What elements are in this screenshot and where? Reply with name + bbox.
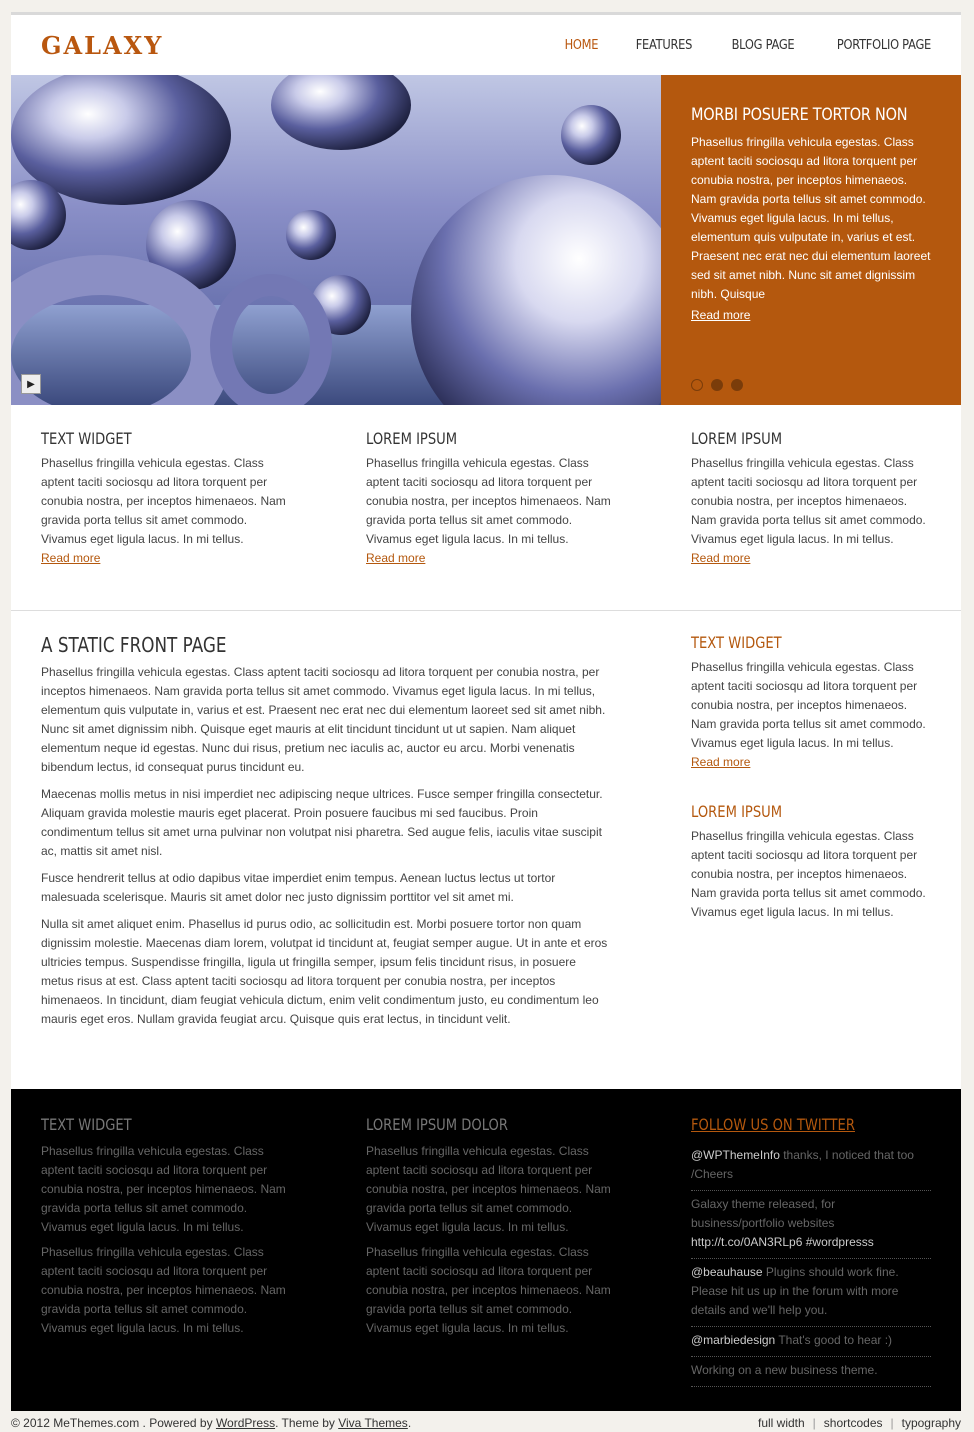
paragraph: Phasellus fringilla vehicula egestas. Class aptent taciti sociosqu ad litora torquent per conubia nostra, per inceptos himenaeos. Nam gravida porta tellus sit amet commodo. Vivamus eget ligula lacus. In mi tellus, elementum quis vulputate in, varius et est. Praesent nec erat nec dui elementum laoreet sed sit amet nibh. Nunc sit amet dignissim nibh. Quisque eget mauris at elit tincidunt tincidunt ut ut sapien. Nam aliquet elementum neque id egestas. Nunc dui risus, pretium nec iaculis ac, auctor eu arcu. Morbi venenatis bibendum lectus, id consequat purus tincidunt eu. xyxy=(41,665,606,774)
wordpress-link[interactable]: WordPress xyxy=(215,1416,276,1430)
widget-read-more[interactable]: Read more xyxy=(366,551,426,565)
page-title: A STATIC FRONT PAGE xyxy=(41,633,227,657)
slider-dot-2[interactable] xyxy=(711,379,723,391)
main-nav xyxy=(560,38,931,53)
tweet-link[interactable]: http://t.co/0AN3RLp6 #wordpresss xyxy=(691,1235,874,1249)
nav-blog-page[interactable]: BLOG PAGE xyxy=(731,38,794,53)
bottom-bar xyxy=(11,1414,961,1432)
slider-dot-1[interactable] xyxy=(691,379,703,391)
paragraph: Nulla sit amet aliquet enim. Phasellus id purus odio, ac sollicitudin est. Morbi posuere tortor non quam dignissim molestie. Maecenas diam lorem, volutpat id tincidunt at, feugiat semper augue. Ut in ante et eros ultricies tempus. Suspendisse fringilla, ligula ut fringilla semper, ipsum felis tincidunt risus, in posuere metus risus at est. Class aptent taciti sociosqu ad litora torquent per conubia nostra, per inceptos himenaeos. In tincidunt, diam feugiat vehicula dictum, enim velit condimentum justo, eu condimentum leo mauris eget eros. Nullam gravida feugiat arcu. Quisque quis erat lectus, in tincidunt velit. xyxy=(41,917,608,1026)
footer-col-1 xyxy=(41,1115,366,1411)
tweet xyxy=(691,1357,931,1387)
slide-caption xyxy=(661,75,961,405)
widget-text: Phasellus fringilla vehicula egestas. Class aptent taciti sociosqu ad litora torquent per conubia nostra, per inceptos himenaeos. Nam gravida porta tellus sit amet commodo. Vivamus eget ligula lacus. In mi tellus. xyxy=(691,456,926,546)
widget-3 xyxy=(691,429,931,610)
viva-themes-link[interactable]: Viva Themes xyxy=(338,1416,408,1430)
hero-slider xyxy=(11,75,961,405)
tweet-user[interactable]: @WPThemeInfo xyxy=(691,1148,780,1162)
sidebar xyxy=(691,633,931,1089)
footer-widget-title: LOREM IPSUM DOLOR xyxy=(366,1115,508,1134)
typography-link[interactable]: typography xyxy=(901,1416,961,1430)
tweet-user[interactable]: @marbiedesign xyxy=(691,1333,776,1347)
slide-read-more[interactable]: Read more xyxy=(691,308,751,322)
chrome-spheres-image xyxy=(11,75,661,405)
widget-text: Phasellus fringilla vehicula egestas. Class aptent taciti sociosqu ad litora torquent per conubia nostra, per inceptos himenaeos. Nam gravida porta tellus sit amet commodo. Vivamus eget ligula lacus. In mi tellus. xyxy=(366,456,611,546)
footer xyxy=(11,1089,961,1411)
widget-title: TEXT WIDGET xyxy=(41,429,132,448)
sidebar-read-more[interactable]: Read more xyxy=(691,755,751,769)
footer-text: Phasellus fringilla vehicula egestas. Class aptent taciti sociosqu ad litora torquent per conubia nostra, per inceptos himenaeos. Nam gravida porta tellus sit amet commodo. Vivamus eget ligula lacus. In mi tellus. xyxy=(366,1245,611,1335)
play-button[interactable]: ▶ xyxy=(21,374,41,394)
footer-col-2 xyxy=(366,1115,691,1411)
period: . xyxy=(407,1416,412,1430)
nav-portfolio-page[interactable]: PORTFOLIO PAGE xyxy=(836,38,931,53)
tweet-user[interactable]: @beauhause xyxy=(691,1265,763,1279)
copyright-text: © 2012 MeThemes.com . Powered by xyxy=(11,1416,216,1430)
widget-row xyxy=(11,405,961,611)
site-logo[interactable]: GALAXY xyxy=(41,31,164,60)
widget-1 xyxy=(41,429,366,610)
paragraph: Fusce hendrerit tellus at odio dapibus vitae imperdiet enim tempus. Aenean luctus lectus ut tortor malesuada scelerisque. Mauris sit amet dolor nec justo dignissim porttitor vel sit amet mi. xyxy=(41,871,556,904)
separator: | xyxy=(812,1416,816,1430)
tweet xyxy=(691,1327,931,1357)
sidebar-widget-title: TEXT WIDGET xyxy=(691,633,782,652)
tweet xyxy=(691,1142,931,1191)
sidebar-widget-text: Phasellus fringilla vehicula egestas. Class aptent taciti sociosqu ad litora torquent per conubia nostra, per inceptos himenaeos. Nam gravida porta tellus sit amet commodo. Vivamus eget ligula lacus. In mi tellus. xyxy=(691,829,926,919)
sidebar-widget-1 xyxy=(691,633,931,772)
slider-dots xyxy=(691,379,743,391)
twitter-title[interactable]: FOLLOW US ON TWITTER xyxy=(691,1115,855,1134)
tweet xyxy=(691,1259,931,1327)
paragraph: Maecenas mollis metus in nisi imperdiet nec adipiscing neque ultrices. Fusce semper fringilla consectetur. Aliquam gravida molestie mauris eget placerat. Proin posuere faucibus mi sed faucibus. Proin condimentum tellus sit amet urna pulvinar non volutpat nisi pharetra. Sed augue felis, iaculis vitae suscipit ac, mattis sit amet nisl. xyxy=(41,787,603,858)
separator: | xyxy=(890,1416,894,1430)
sidebar-widget-text: Phasellus fringilla vehicula egestas. Class aptent taciti sociosqu ad litora torquent per conubia nostra, per inceptos himenaeos. Nam gravida porta tellus sit amet commodo. Vivamus eget ligula lacus. In mi tellus. xyxy=(691,660,926,750)
slider-dot-3[interactable] xyxy=(731,379,743,391)
content-area xyxy=(11,611,961,1089)
footer-text: Phasellus fringilla vehicula egestas. Class aptent taciti sociosqu ad litora torquent per conubia nostra, per inceptos himenaeos. Nam gravida porta tellus sit amet commodo. Vivamus eget ligula lacus. In mi tellus. xyxy=(41,1245,286,1335)
theme-by-text: . Theme by xyxy=(275,1416,339,1430)
footer-widget-title: TEXT WIDGET xyxy=(41,1115,132,1134)
shortcodes-link[interactable]: shortcodes xyxy=(823,1416,883,1430)
full-width-link[interactable]: full width xyxy=(757,1416,805,1430)
nav-features[interactable]: FEATURES xyxy=(636,38,693,53)
sidebar-widget-title: LOREM IPSUM xyxy=(691,802,783,821)
nav-home[interactable]: HOME xyxy=(564,38,599,53)
widget-read-more[interactable]: Read more xyxy=(41,551,101,565)
widget-text: Phasellus fringilla vehicula egestas. Class aptent taciti sociosqu ad litora torquent per conubia nostra, per inceptos himenaeos. Nam gravida porta tellus sit amet commodo. Vivamus eget ligula lacus. In mi tellus. xyxy=(41,456,286,546)
tweet-text: Working on a new business theme. xyxy=(691,1363,878,1377)
footer-links xyxy=(758,1416,961,1430)
tweet-text: thanks, I noticed that too /Cheers xyxy=(691,1148,914,1181)
copyright xyxy=(11,1416,411,1430)
main-content xyxy=(41,633,611,1089)
widget-read-more[interactable]: Read more xyxy=(691,551,751,565)
page-wrapper xyxy=(11,12,961,1411)
widget-title: LOREM IPSUM xyxy=(691,429,783,448)
footer-text: Phasellus fringilla vehicula egestas. Class aptent taciti sociosqu ad litora torquent per conubia nostra, per inceptos himenaeos. Nam gravida porta tellus sit amet commodo. Vivamus eget ligula lacus. In mi tellus. xyxy=(366,1144,611,1234)
tweet-text: Plugins should work fine. Please hit us up in the forum with more details and we'll help you. xyxy=(691,1265,899,1317)
header xyxy=(11,15,961,75)
widget-title: LOREM IPSUM xyxy=(366,429,458,448)
sidebar-widget-2 xyxy=(691,802,931,922)
slide-text: Phasellus fringilla vehicula egestas. Class aptent taciti sociosqu ad litora torquent per conubia nostra, per inceptos himenaeos. Nam gravida porta tellus sit amet commodo. Vivamus eget ligula lacus. In mi tellus, elementum quis vulputate in, varius et est. Praesent nec erat nec dui elementum laoreet sed sit amet nibh. Nunc sit amet dignissim nibh. Quisque xyxy=(691,135,931,301)
widget-2 xyxy=(366,429,691,610)
footer-twitter xyxy=(691,1115,931,1411)
tweet-text: Galaxy theme released, for business/portfolio websites xyxy=(691,1197,836,1230)
footer-text: Phasellus fringilla vehicula egestas. Class aptent taciti sociosqu ad litora torquent per conubia nostra, per inceptos himenaeos. Nam gravida porta tellus sit amet commodo. Vivamus eget ligula lacus. In mi tellus. xyxy=(41,1144,286,1234)
tweet-text: That's good to hear :) xyxy=(775,1333,893,1347)
slide-title: MORBI POSUERE TORTOR NON xyxy=(691,105,908,125)
slide-image xyxy=(11,75,661,405)
tweet xyxy=(691,1191,931,1259)
